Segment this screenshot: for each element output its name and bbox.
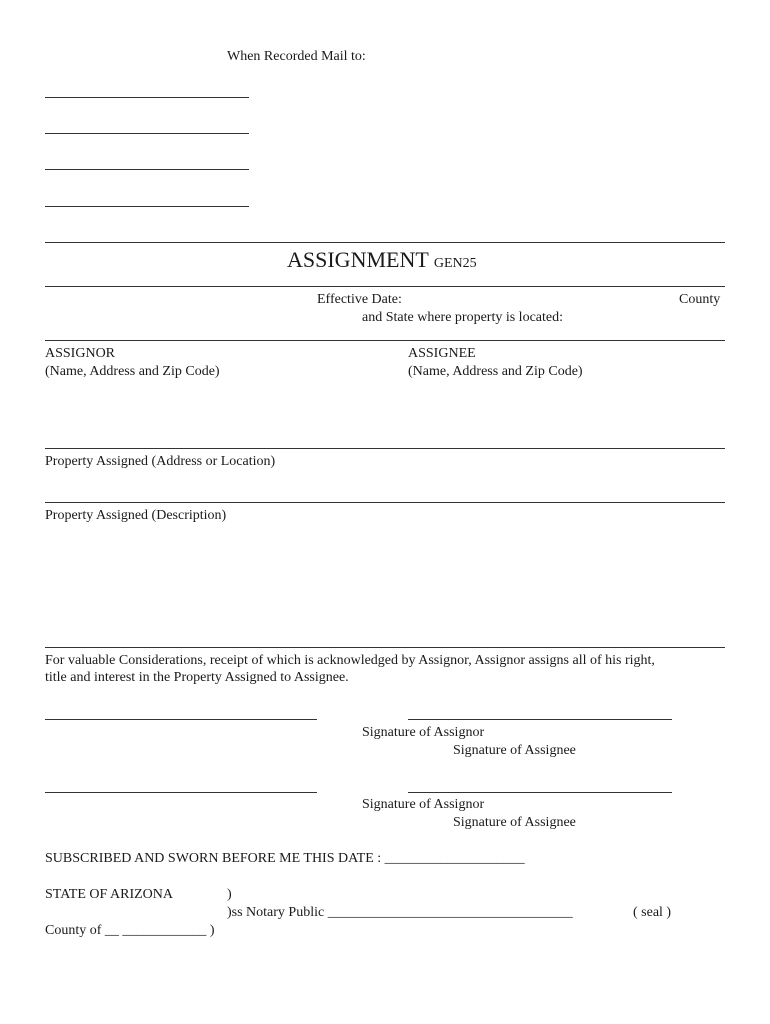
assignee-heading: ASSIGNEE: [408, 346, 476, 361]
divider: [45, 242, 725, 243]
assignor-signature-label: Signature of Assignor: [362, 725, 485, 740]
state-label: STATE OF ARIZONA: [45, 887, 173, 902]
assignor-heading: ASSIGNOR: [45, 346, 116, 361]
divider: [45, 647, 725, 648]
county-of-line: County of __ ____________ ): [45, 923, 215, 938]
divider: [45, 502, 725, 503]
form-code: GEN25: [433, 256, 477, 271]
county-label: County: [679, 292, 721, 307]
assignor-signature-line[interactable]: [45, 719, 317, 720]
property-location-label: Property Assigned (Address or Location): [45, 454, 276, 469]
assignee-signature-line[interactable]: [408, 719, 672, 720]
venue-bracket: ): [227, 887, 232, 902]
assignee-subheading: (Name, Address and Zip Code): [408, 364, 583, 379]
state-location-label: and State where property is located:: [362, 310, 563, 325]
mail-to-blank-line[interactable]: [45, 97, 249, 98]
notary-public-line: )ss Notary Public ___________________________________: [227, 905, 573, 920]
assignor-signature-label: Signature of Assignor: [362, 797, 485, 812]
divider: [45, 340, 725, 341]
mail-to-blank-line[interactable]: [45, 206, 249, 207]
divider: [45, 286, 725, 287]
effective-date-label: Effective Date:: [317, 292, 402, 307]
consideration-text-line2: title and interest in the Property Assigned to Assignee.: [45, 670, 349, 685]
assignee-signature-label: Signature of Assignee: [453, 815, 576, 830]
assignor-signature-line[interactable]: [45, 792, 317, 793]
title-main: ASSIGNMENT: [287, 247, 429, 272]
mail-to-blank-line[interactable]: [45, 133, 249, 134]
divider: [45, 448, 725, 449]
mail-to-label: When Recorded Mail to:: [227, 49, 366, 64]
assignor-subheading: (Name, Address and Zip Code): [45, 364, 220, 379]
sworn-statement: SUBSCRIBED AND SWORN BEFORE ME THIS DATE : ____________________: [45, 851, 525, 866]
mail-to-blank-line[interactable]: [45, 169, 249, 170]
document-title: [287, 247, 477, 277]
assignee-signature-label: Signature of Assignee: [453, 743, 576, 758]
seal-label: ( seal ): [633, 905, 672, 920]
property-description-label: Property Assigned (Description): [45, 508, 227, 523]
consideration-text-line1: For valuable Considerations, receipt of which is acknowledged by Assignor, Assignor assigns all of his right,: [45, 653, 655, 668]
assignee-signature-line[interactable]: [408, 792, 672, 793]
